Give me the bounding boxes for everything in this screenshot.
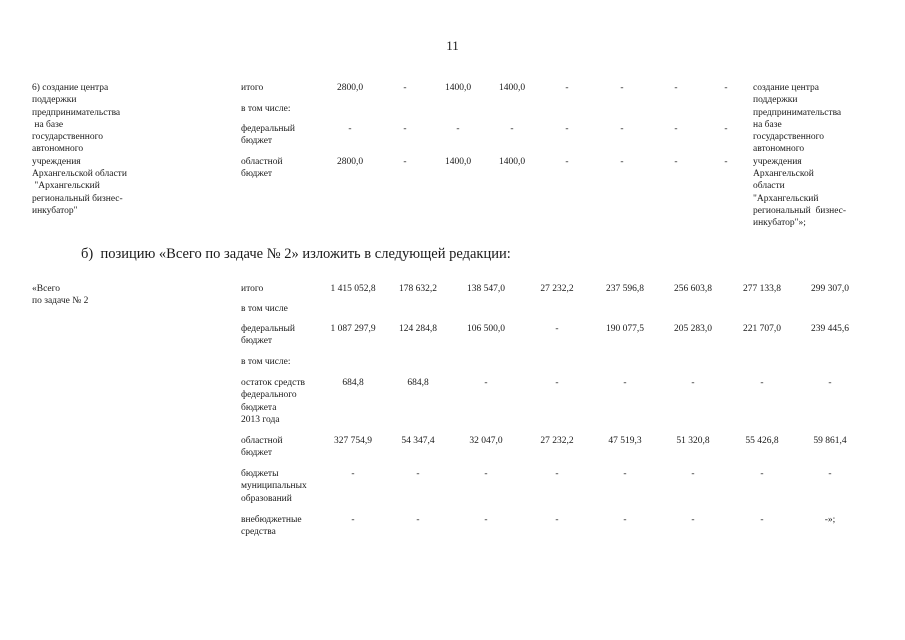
block1-cell: -	[565, 83, 569, 93]
block2-cell: -	[555, 378, 559, 388]
block2-cell: -	[484, 469, 488, 479]
block2-cell: -	[555, 324, 559, 334]
block2-cell: -	[416, 515, 420, 525]
block1-left-description: 6) создание центра поддержки предпринимательства на базе государственного автономного учреждения Архангельской области "Архангельский региональный бизнес- инкубатор"	[32, 83, 127, 216]
block1-cell: -	[348, 124, 352, 134]
block2-cell: 684,8	[407, 378, 429, 388]
block2-cell: 54 347,4	[401, 436, 435, 446]
block2-left-description: «Всего по задаче № 2	[32, 284, 89, 307]
block1-cell: -	[674, 83, 678, 93]
block1-cell: 2800,0	[336, 83, 364, 93]
block2-row-label: областной бюджет	[241, 436, 283, 459]
block1-cell: -	[403, 83, 407, 93]
block2-cell: 55 426,8	[745, 436, 779, 446]
block2-cell: 1 415 052,8	[330, 284, 376, 294]
block2-cell: 1 087 297,9	[330, 324, 376, 334]
block1-cell: -	[620, 124, 624, 134]
block1-row-label: федеральный бюджет	[241, 124, 295, 147]
block1-cell: 1400,0	[498, 83, 526, 93]
block2-cell: -	[623, 378, 627, 388]
block1-cell: -	[565, 124, 569, 134]
block2-cell: 27 232,2	[540, 284, 574, 294]
block1-cell: -	[510, 124, 514, 134]
block1-cell: -	[724, 83, 728, 93]
block2-row-label: бюджеты муниципальных образований	[241, 469, 307, 504]
block2-row-label: в том числе:	[241, 357, 291, 367]
section-heading: б) позицию «Всего по задаче № 2» изложить в следующей редакции:	[81, 246, 511, 262]
block2-row-label: остаток средств федерального бюджета 2013 года	[241, 378, 305, 425]
block1-cell: 2800,0	[336, 157, 364, 167]
block2-cell: 239 445,6	[811, 324, 849, 334]
block2-cell: 205 283,0	[674, 324, 712, 334]
block2-cell: 138 547,0	[467, 284, 505, 294]
block2-cell: -	[828, 469, 832, 479]
block2-cell: -	[760, 378, 764, 388]
block1-cell: -	[403, 157, 407, 167]
block2-cell: 106 500,0	[467, 324, 505, 334]
block2-cell: -	[691, 515, 695, 525]
block1-cell: -	[456, 124, 460, 134]
block1-right-description: создание центра поддержки предпринимательства на базе государственного автономного учреждения Архангельской области "Архангельский региональный бизнес- инкубатор"»;	[753, 83, 847, 229]
block2-cell: -	[416, 469, 420, 479]
block2-row-label: федеральный бюджет	[241, 324, 295, 347]
block2-cell: 59 861,4	[813, 436, 847, 446]
block2-cell: -	[691, 378, 695, 388]
block2-cell: -	[484, 378, 488, 388]
block2-cell: -	[760, 469, 764, 479]
block2-cell: 237 596,8	[606, 284, 644, 294]
block2-cell: -	[623, 469, 627, 479]
block2-row-label: в том числе	[241, 304, 288, 314]
block2-row-label: внебюджетные средства	[241, 515, 302, 538]
block1-cell: 1400,0	[498, 157, 526, 167]
block2-cell: -	[828, 378, 832, 388]
block1-cell: -	[724, 157, 728, 167]
block1-row-label: итого	[241, 83, 264, 93]
block2-cell: -»;	[824, 515, 836, 525]
block2-cell: -	[623, 515, 627, 525]
block2-cell: -	[484, 515, 488, 525]
block2-cell: -	[351, 469, 355, 479]
block1-row-label: областной бюджет	[241, 157, 283, 180]
block2-cell: -	[351, 515, 355, 525]
block2-cell: 124 284,8	[399, 324, 437, 334]
block2-cell: -	[555, 469, 559, 479]
block1-cell: -	[620, 157, 624, 167]
block2-cell: 256 603,8	[674, 284, 712, 294]
block2-cell: 277 133,8	[743, 284, 781, 294]
block2-cell: 327 754,9	[334, 436, 372, 446]
block1-cell: -	[620, 83, 624, 93]
block2-cell: 221 707,0	[743, 324, 781, 334]
block2-cell: -	[691, 469, 695, 479]
block1-cell: -	[565, 157, 569, 167]
block1-cell: -	[674, 157, 678, 167]
block1-row-label: в том числе:	[241, 104, 291, 114]
block2-cell: 51 320,8	[676, 436, 710, 446]
block2-row-label: итого	[241, 284, 264, 294]
block1-cell: -	[403, 124, 407, 134]
block2-cell: 47 519,3	[608, 436, 642, 446]
block2-cell: 27 232,2	[540, 436, 574, 446]
block2-cell: 178 632,2	[399, 284, 437, 294]
block1-cell: -	[674, 124, 678, 134]
block2-cell: -	[760, 515, 764, 525]
block2-cell: 299 307,0	[811, 284, 849, 294]
block1-cell: 1400,0	[444, 157, 472, 167]
block2-cell: 32 047,0	[469, 436, 503, 446]
block2-cell: 684,8	[342, 378, 364, 388]
block1-cell: 1400,0	[444, 83, 472, 93]
block1-cell: -	[724, 124, 728, 134]
block2-cell: 190 077,5	[606, 324, 644, 334]
block2-cell: -	[555, 515, 559, 525]
page-number: 11	[446, 38, 459, 53]
